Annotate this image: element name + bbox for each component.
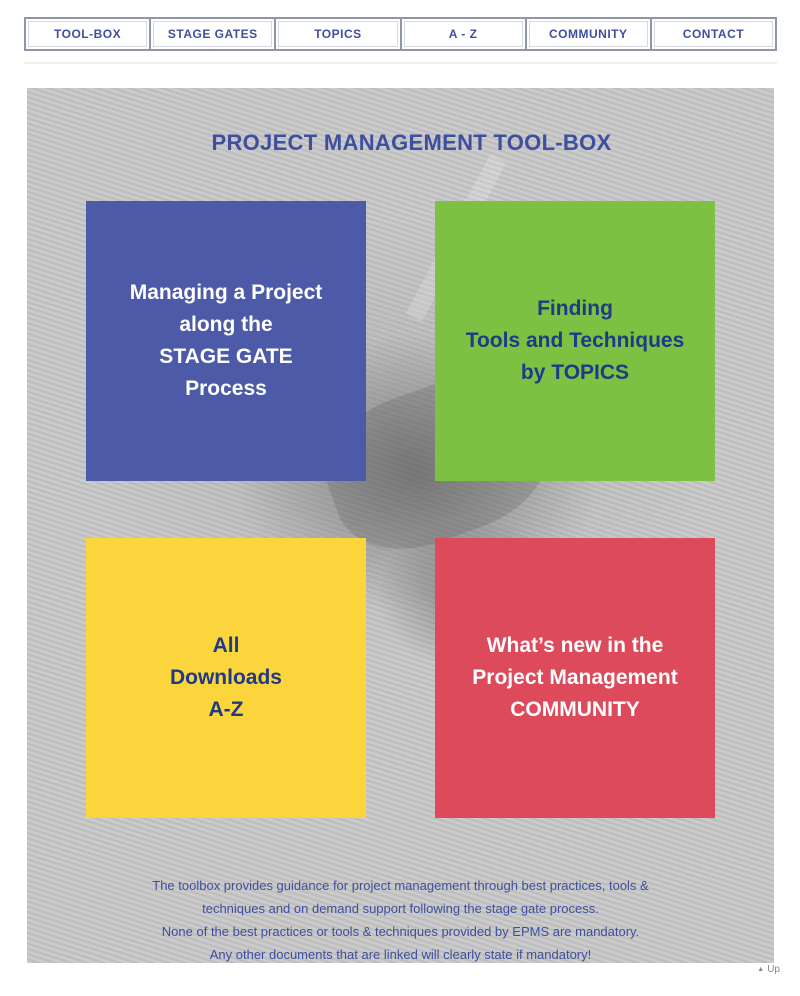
description-line: techniques and on demand support following the stage gate process. [202,901,599,916]
tile-label-line: Downloads [169,666,282,689]
nav-item-toolbox[interactable]: TOOL-BOX [26,19,151,49]
up-link-label: Up [767,964,780,975]
page-title: PROJECT MANAGEMENT TOOL-BOX [211,130,612,155]
tile-community[interactable] [435,538,715,818]
nav-item-stage-gates[interactable]: STAGE GATES [151,19,276,49]
toolbox-panel [27,88,774,963]
tile-label-line: along the [179,313,273,336]
tile-label-line: A-Z [208,698,244,721]
tile-label-line: Project Management [472,666,678,689]
tile-label-line: Managing a Project [129,281,323,304]
nav-item-topics[interactable]: TOPICS [276,19,401,49]
toolbox-description [27,874,774,963]
tile-label-line: What’s new in the [486,634,664,657]
nav-item-a-z[interactable]: A - Z [402,19,527,49]
up-arrow-icon: ▲ [757,966,765,973]
tile-stage-gate[interactable] [86,201,366,481]
description-line: None of the best practices or tools & techniques provided by EPMS are mandatory. [161,924,640,939]
tile-label-line: Process [185,377,267,400]
nav-item-contact[interactable]: CONTACT [652,19,775,49]
tile-downloads-a-z[interactable] [86,538,366,818]
tile-topics[interactable] [435,201,715,481]
description-line: The toolbox provides guidance for project management through best practices, tools & [152,878,649,893]
description-line: Any other documents that are linked will clearly state if mandatory! [209,947,592,962]
back-to-top-link[interactable] [757,964,780,975]
nav-divider [24,62,777,64]
nav-item-community[interactable]: COMMUNITY [527,19,652,49]
tile-label-line: COMMUNITY [510,698,640,721]
tile-label-line: Tools and Techniques [465,329,685,352]
top-nav [24,17,777,51]
tile-label-line: STAGE GATE [159,345,293,368]
tile-label-line: Finding [537,297,613,320]
tile-label-line: All [212,634,240,657]
tile-label-line: by TOPICS [520,361,630,384]
